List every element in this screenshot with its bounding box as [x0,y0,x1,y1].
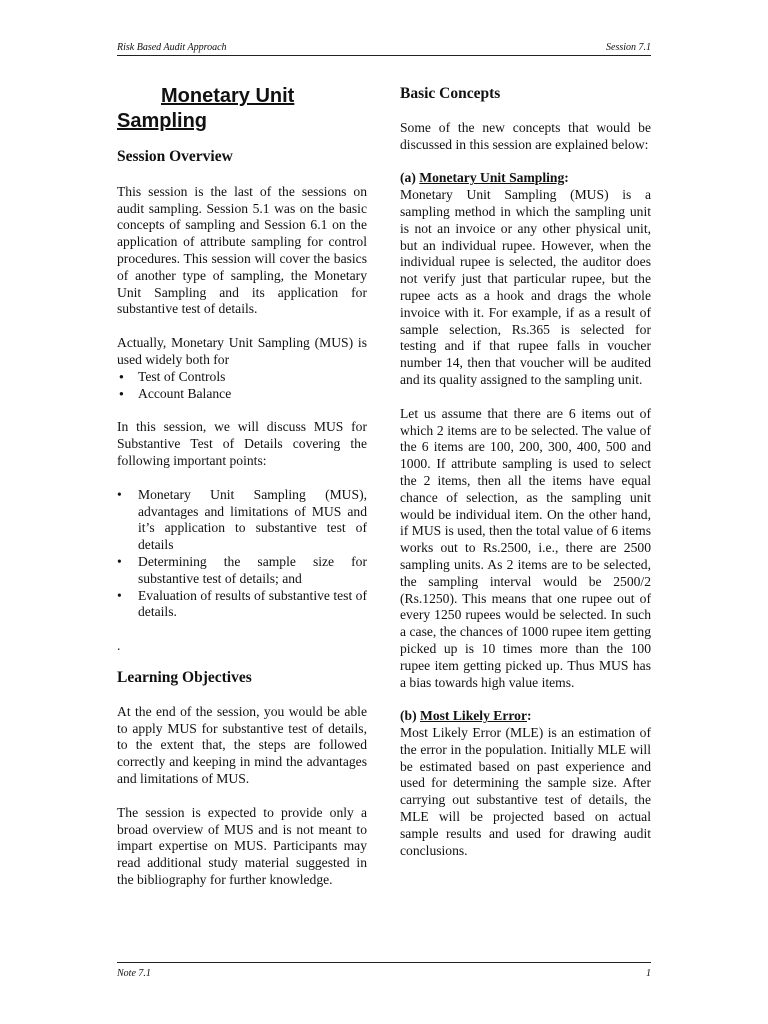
header-document-title: Risk Based Audit Approach [117,42,227,53]
concept-a-text: Monetary Unit Sampling (MUS) is a sampling method in which the sampling unit is not an invoice or any other physical unit, but an individual rupee. However, when the individual rupee is selected, the auditor does not verify just that particular rupee, but the rupee acts as a hook and drags the whole invoice with it. For example, if as a result of sample selection, Rs.365 is selected for testing and if that rupee falls in voucher number 14, then that voucher will be audited and its quality assigned to the sampling unit. [400,187,651,387]
uses-list [117,369,367,403]
concept-a-heading [400,170,651,187]
session-overview-heading: Session Overview [117,148,233,165]
page-title-line1: Monetary Unit [161,85,295,107]
overview-paragraph-3: In this session, we will discuss MUS for Substantive Test of Details covering the following important points: [117,419,367,468]
basic-concepts-heading: Basic Concepts [400,85,501,102]
concept-a-title: Monetary Unit Sampling [419,170,565,186]
right-column [400,84,651,859]
list-item: ● Test of Controls [117,369,367,386]
list-item: • Determining the sample size for substantive test of details; and [117,554,367,588]
overview-paragraph-1: This session is the last of the sessions on audit sampling. Session 5.1 was on the basic concepts of sampling and Session 6.1 on the application of attribute sampling for control procedures. This session will cover the basics of another type of sampling, the Monetary Unit Sampling and its application for substantive test of details. [117,183,367,317]
page-title [117,84,367,134]
list-item: • Monetary Unit Sampling (MUS), advantages and limitations of MUS and it’s application to substantive test of details [117,487,367,554]
page-header [117,42,651,56]
concept-b-prefix: (b) [400,708,421,724]
concept-b-heading [400,708,651,725]
example-paragraph: Let us assume that there are 6 items out of which 2 items are to be selected. The value of the 6 items are 100, 200, 300, 400, 500 and 1000. If attribute sampling is used to select the 2 items, then all the items have equal chance of selection, as the sampling unit would be individual item. On the other hand, if MUS is used, then the total value of 6 items works out to Rs.2500, i.e., there are 2500 sampling units. As 2 items are to be selected, the sampling interval would be 2500/2 (Rs.1250). This means that one rupee out of every 1250 rupees would be selected. In such a case, the chances of 1000 rupee item getting picked up is 10 times more than the 100 rupee item getting picked up. Thus MUS has a bias towards high value items. [400,405,651,690]
concept-a-suffix: : [564,170,569,186]
objectives-paragraph-2: The session is expected to provide only a broad overview of MUS and is not meant to impart expertise on MUS. Participants may read additional study material suggested in the bibliography for further knowledge. [117,804,367,887]
header-session-label: Session 7.1 [606,42,651,53]
page-title-line2: Sampling [117,110,208,132]
list-item: ● Account Balance [117,386,367,403]
page-number: 1 [646,968,651,979]
points-list [117,487,367,621]
concept-b-text: Most Likely Error (MLE) is an estimation of the error in the population. Initially MLE will be estimated based on past experience and used for determining the sample size. After carrying out substantive test of details, the MLE will be projected based on actual sample results and used for drawing audit conclusions. [400,725,651,858]
stray-dot: . [117,638,121,654]
list-item: • Evaluation of results of substantive test of details. [117,588,367,622]
concept-b-suffix: : [527,708,532,724]
left-column [117,84,367,889]
page-footer [117,962,651,979]
objectives-paragraph-1: At the end of the session, you would be able to apply MUS for substantive test of details, to the extent that, the steps are followed correctly and keeping in mind the advantages and limitations of MUS. [117,703,367,786]
concept-a-prefix: (a) [400,170,420,186]
learning-objectives-heading: Learning Objectives [117,668,252,686]
basic-concepts-intro: Some of the new concepts that would be discussed in this session are explained below: [400,119,651,152]
concept-b-title: Most Likely Error [420,708,527,724]
overview-paragraph-2: Actually, Monetary Unit Sampling (MUS) is used widely both for [117,335,367,367]
footer-note-label: Note 7.1 [117,968,151,979]
